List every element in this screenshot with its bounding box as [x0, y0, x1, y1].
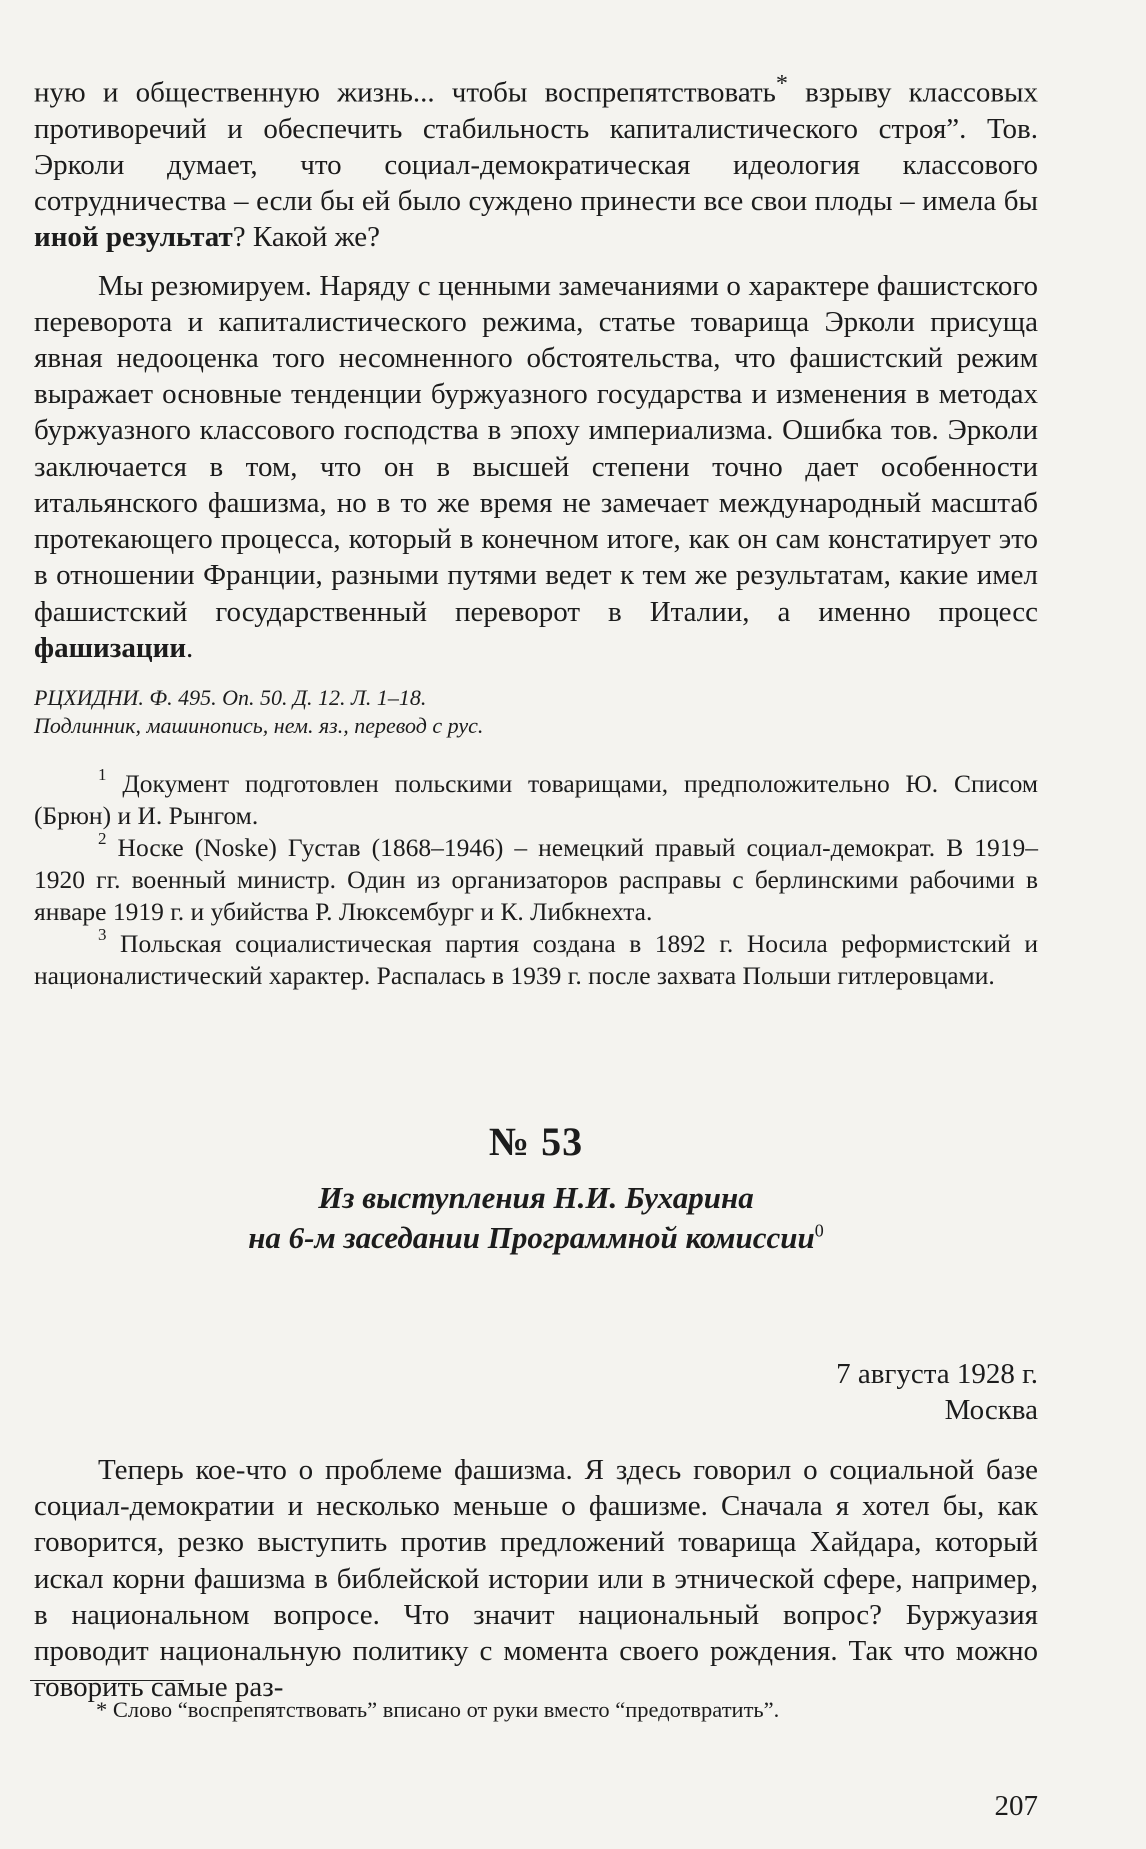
document-date: 7 августа 1928 г.	[836, 1358, 1038, 1390]
page-content	[34, 66, 1039, 1704]
archive-reference	[34, 684, 1038, 740]
document-number: № 53	[488, 1119, 584, 1164]
paragraph-2-end: .	[186, 631, 194, 664]
endnote-1-text: Документ подготовлен польскими товарищами, предположительно Ю. Списом (Брюн) и И. Рынгом.	[34, 768, 1038, 830]
paragraph-1	[34, 66, 1038, 256]
bold-phrase-1: иной результат	[34, 221, 233, 254]
document-title-note: 0	[814, 1220, 824, 1241]
paragraph-1-start: ную и общественную жизнь... чтобы воспрепятствовать	[34, 76, 776, 109]
endnote-2	[34, 829, 1038, 928]
document-title	[34, 1178, 1038, 1258]
endnote-3-text: Польская социалистическая партия создана в 1892 г. Носила реформистский и националистический характер. Распалась в 1939 г. после захвата Польши гитлеровцами.	[34, 928, 1038, 990]
document-title-line-2	[34, 1218, 1038, 1258]
document-date-place	[836, 1356, 1038, 1428]
endnote-3-number: 3	[98, 925, 107, 945]
endnote-1-number: 1	[98, 765, 107, 785]
asterisk-marker: *	[775, 70, 788, 97]
endnote-3	[34, 925, 1038, 992]
footnote-divider	[30, 1680, 184, 1681]
paragraph-2-text: Мы резюмируем. Наряду с ценными замечаниями о характере фашистского переворота и капиталистического режима, статье товарища Эрколи присуща явная недооценка того несомненного обстоятельства, что фашистский режим выражает основные тенденции буржуазного государства и изменения в методах буржуазного классового господства в эпоху империализма. Ошибка тов. Эрколи заключается в том, что он в высшей степени точно дает особенности итальянского фашизма, но в то же время не замечает международный масштаб протекающего процесса, который в конечном итоге, как он сам констатирует это в отношении Франции, разными путями ведет к тем же результатам, какие имел фашистский государственный переворот в Италии, а именно процесс	[34, 269, 1038, 628]
document-title-line-2-text: на 6-м заседании Программной комиссии	[248, 1220, 815, 1255]
document-place: Москва	[944, 1394, 1038, 1426]
archive-line-1: РЦХИДНИ. Ф. 495. Оп. 50. Д. 12. Л. 1–18.	[34, 684, 427, 710]
footnote: * Слово “воспрепятствовать” вписано от руки вместо “предотвратить”.	[96, 1697, 780, 1722]
paragraph-2	[34, 268, 1038, 666]
endnotes	[34, 765, 1038, 992]
endnote-2-number: 2	[98, 829, 107, 849]
paragraph-1-middle: взрыву классовых противоречий и обеспечить стабильность капиталистического строя”. Тов. Эрколи думает, что социал-демократическая идеология классового сотрудничества – если бы ей было суждено принести все свои плоды – имела бы	[34, 76, 1039, 218]
page-number: 207	[994, 1790, 1038, 1822]
speech-paragraph: Теперь кое-что о проблеме фашизма. Я здесь говорил о социальной базе социал-демократии и несколько меньше о фашизме. Сначала я хотел бы, как говорится, резко выступить против предложений товарища Хайдара, который искал корни фашизма в библейской истории или в этнической сфере, например, в национальном вопросе. Что значит национальный вопрос? Буржуазия проводит национальную политику с момента своего рождения. Так что можно говорить самые раз-	[34, 1454, 1038, 1704]
endnote-1	[34, 765, 1038, 832]
archive-line-2: Подлинник, машинопись, нем. яз., перевод с рус.	[34, 712, 484, 738]
endnote-2-text: Носке (Noske) Густав (1868–1946) – немецкий правый социал-демократ. В 1919–1920 гг. военный министр. Один из организаторов расправы с берлинскими рабочими в январе 1919 г. и убийства Р. Люксембург и К. Либкнехта.	[34, 832, 1038, 926]
document-title-line-1: Из выступления Н.И. Бухарина	[318, 1180, 754, 1215]
paragraph-1-end: ? Какой же?	[232, 221, 381, 254]
bold-phrase-2: фашизации	[34, 631, 187, 664]
